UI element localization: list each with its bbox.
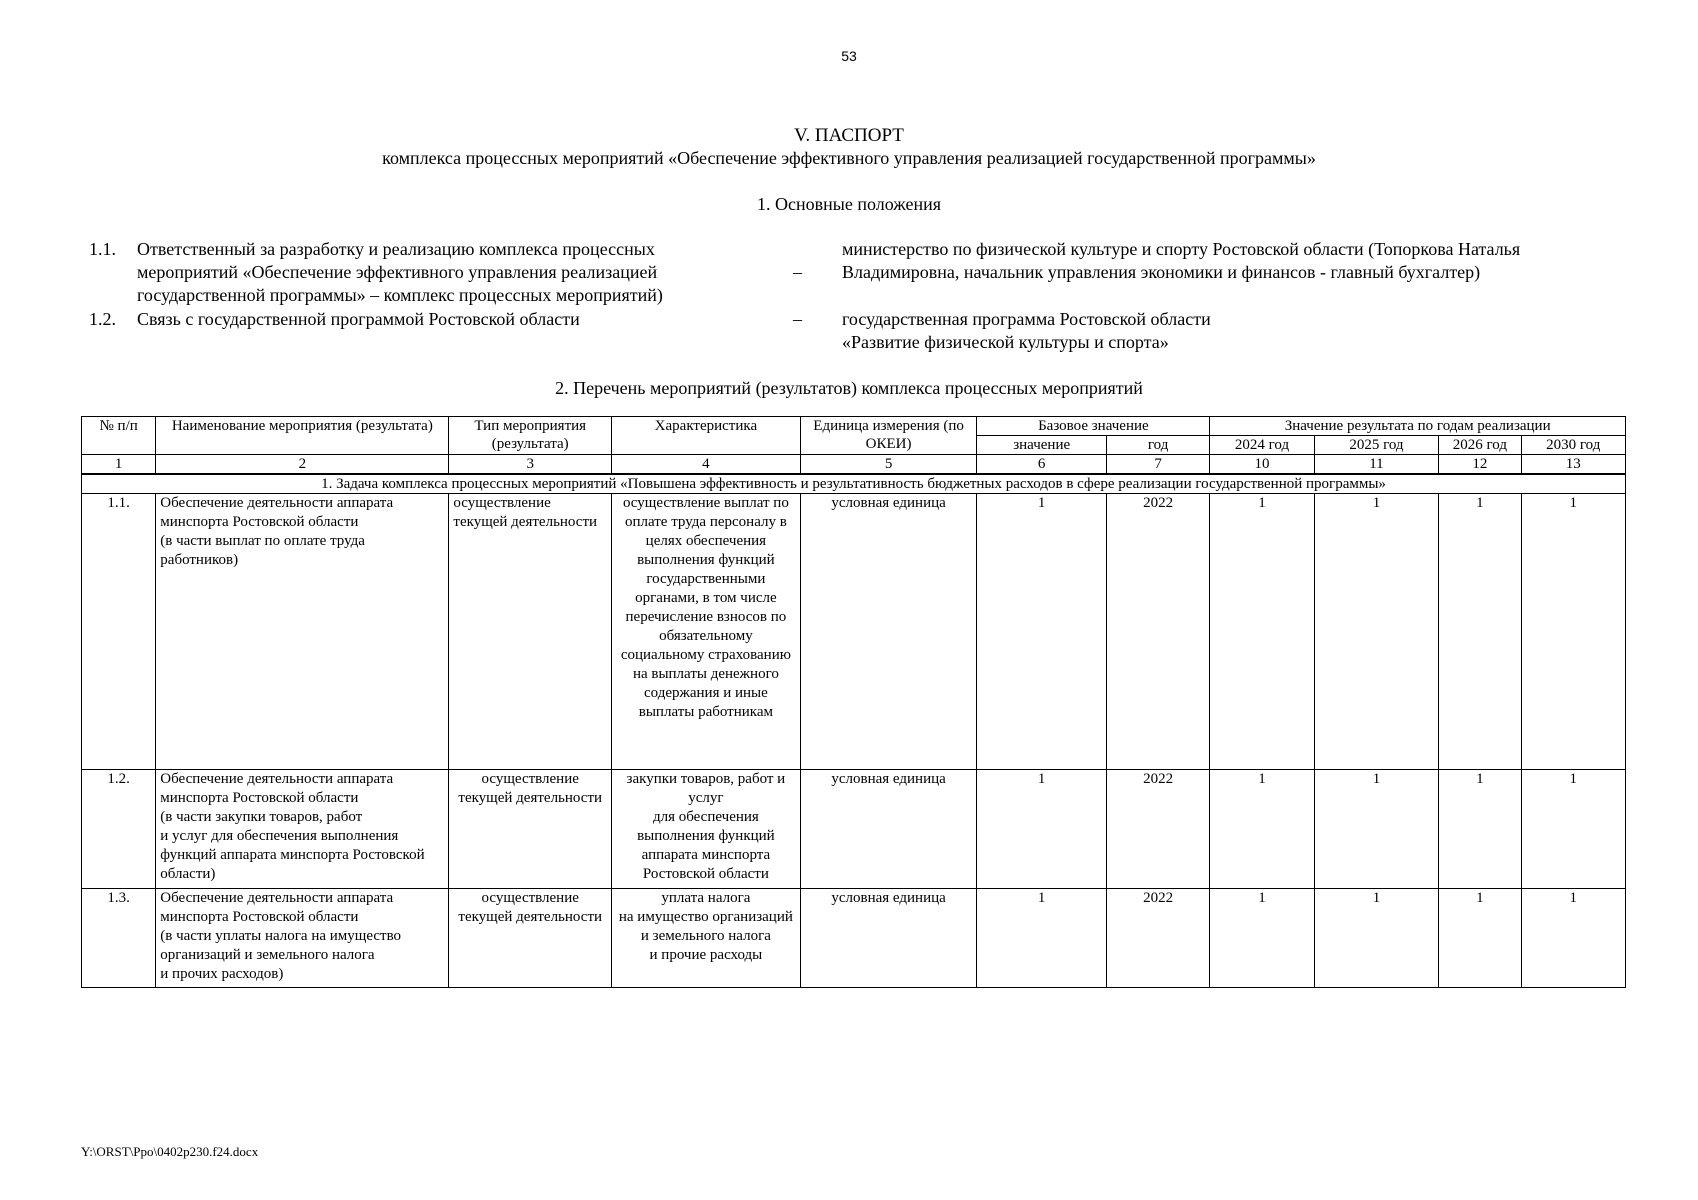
- header-year-2026: 2026 год: [1439, 436, 1521, 455]
- row-value-2025: 1: [1314, 889, 1438, 988]
- row-value-2030: 1: [1521, 889, 1626, 988]
- header-base-year: год: [1106, 436, 1209, 455]
- column-number: 5: [800, 455, 977, 475]
- header-year-2030: 2030 год: [1521, 436, 1626, 455]
- row-unit: условная единица: [800, 770, 977, 889]
- column-number: 7: [1106, 455, 1209, 475]
- row-characteristic: закупки товаров, работ и услуг для обеспечения выполнения функций аппарата минспорта Ростовской области: [612, 770, 801, 889]
- document-subtitle: комплекса процессных мероприятий «Обеспечение эффективного управления реализацией государственной программы»: [382, 148, 1316, 168]
- file-path-footer: Y:\ORST\Ppo\0402p230.f24.docx: [81, 1144, 259, 1159]
- row-value-2025: 1: [1314, 494, 1438, 770]
- row-value-2024: 1: [1210, 770, 1314, 889]
- row-base-year: 2022: [1106, 889, 1209, 988]
- provision-dash: –: [793, 262, 802, 282]
- provision-label: Связь с государственной программой Ростовской области: [137, 309, 580, 329]
- table-row: [82, 889, 1626, 988]
- column-number: 3: [449, 455, 612, 475]
- row-value-2026: 1: [1439, 494, 1521, 770]
- column-numbers-row: [82, 455, 1626, 475]
- column-number: 10: [1210, 455, 1314, 475]
- row-num: 1.3.: [82, 889, 156, 988]
- row-name: Обеспечение деятельности аппарата минспорта Ростовской области (в части закупки товаров, работ и услуг для обеспечения выполнения функций аппарата минспорта Ростовской области): [156, 770, 449, 889]
- provision-dash: –: [793, 309, 802, 329]
- header-results: Значение результата по годам реализации: [1210, 417, 1626, 436]
- row-type: осуществление текущей деятельности: [449, 770, 612, 889]
- provision-value: министерство по физической культуре и спорту Ростовской области (Топоркова Наталья Владимировна, начальник управления экономики и финансов - главный бухгалтер): [842, 239, 1521, 282]
- row-base-value: 1: [977, 494, 1107, 770]
- row-value-2025: 1: [1314, 770, 1438, 889]
- header-base: Базовое значение: [977, 417, 1210, 436]
- task-title: 1. Задача комплекса процессных мероприятий «Повышена эффективность и результативность бюджетных расходов в сфере реализации государственной программы»: [82, 474, 1626, 494]
- row-characteristic: осуществление выплат по оплате труда персоналу в целях обеспечения выполнения функций государственными органами, в том числе перечисление взносов по обязательному социальному страхованию на выплаты денежного содержания и иные выплаты работникам: [612, 494, 801, 770]
- column-number: 1: [82, 455, 156, 475]
- row-value-2030: 1: [1521, 770, 1626, 889]
- column-number: 11: [1314, 455, 1438, 475]
- measures-table: [81, 416, 1626, 988]
- provision-value-line: государственная программа Ростовской области: [842, 309, 1211, 329]
- row-type: осуществление текущей деятельности: [449, 494, 612, 770]
- row-value-2024: 1: [1210, 889, 1314, 988]
- provision-number: 1.1.: [89, 239, 116, 259]
- row-base-value: 1: [977, 770, 1107, 889]
- header-type: Тип мероприятия (результата): [449, 417, 612, 455]
- column-number: 4: [612, 455, 801, 475]
- provision-number: 1.2.: [89, 309, 116, 329]
- section-2-title: 2. Перечень мероприятий (результатов) комплекса процессных мероприятий: [555, 378, 1143, 398]
- task-row: [82, 474, 1626, 494]
- row-name: Обеспечение деятельности аппарата минспорта Ростовской области (в части выплат по оплате труда работников): [156, 494, 449, 770]
- row-name: Обеспечение деятельности аппарата минспорта Ростовской области (в части уплаты налога на имущество организаций и земельного налога и прочих расходов): [156, 889, 449, 988]
- column-number: 6: [977, 455, 1107, 475]
- row-type: осуществление текущей деятельности: [449, 889, 612, 988]
- row-unit: условная единица: [800, 889, 977, 988]
- column-number: 13: [1521, 455, 1626, 475]
- column-number: 12: [1439, 455, 1521, 475]
- row-num: 1.2.: [82, 770, 156, 889]
- row-value-2030: 1: [1521, 494, 1626, 770]
- page-number: 53: [841, 48, 857, 64]
- header-name: Наименование мероприятия (результата): [156, 417, 449, 455]
- row-value-2026: 1: [1439, 770, 1521, 889]
- table-row: [82, 770, 1626, 889]
- provision-value-line: «Развитие физической культуры и спорта»: [842, 332, 1169, 352]
- header-base-value: значение: [977, 436, 1107, 455]
- header-characteristic: Характеристика: [612, 417, 801, 455]
- document-title: V. ПАСПОРТ: [794, 125, 904, 146]
- row-unit: условная единица: [800, 494, 977, 770]
- row-value-2024: 1: [1210, 494, 1314, 770]
- row-base-value: 1: [977, 889, 1107, 988]
- provision-value: [842, 308, 1622, 354]
- header-unit: Единица измерения (по ОКЕИ): [800, 417, 977, 455]
- column-number: 2: [156, 455, 449, 475]
- header-year-2025: 2025 год: [1314, 436, 1438, 455]
- section-1-title: 1. Основные положения: [757, 194, 941, 214]
- header-num: № п/п: [82, 417, 156, 455]
- row-value-2026: 1: [1439, 889, 1521, 988]
- header-year-2024: 2024 год: [1210, 436, 1314, 455]
- row-characteristic: уплата налога на имущество организаций и земельного налога и прочие расходы: [612, 889, 801, 988]
- provision-label: Ответственный за разработку и реализацию комплекса процессных мероприятий «Обеспечение эффективного управления реализацией государственной программы» – комплекс процессных мероприятий): [137, 239, 663, 305]
- row-base-year: 2022: [1106, 770, 1209, 889]
- table-row: [82, 494, 1626, 770]
- row-base-year: 2022: [1106, 494, 1209, 770]
- row-num: 1.1.: [82, 494, 156, 770]
